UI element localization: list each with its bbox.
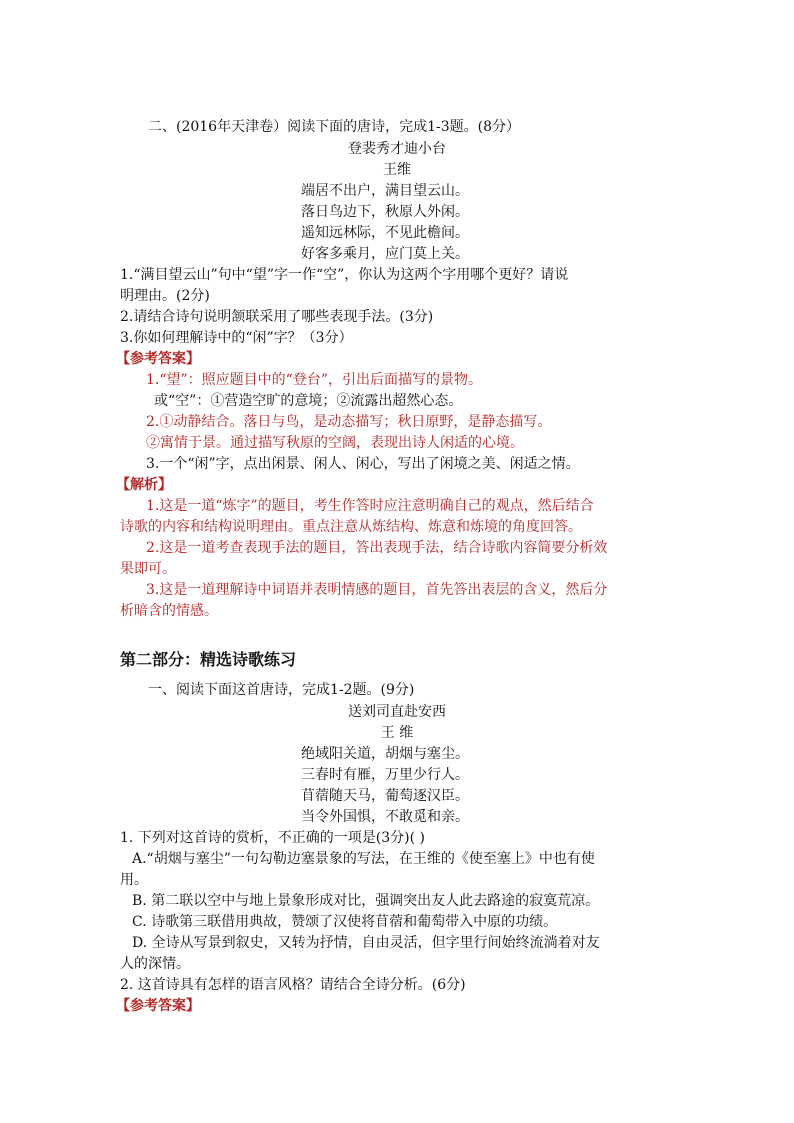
poem-line: 好客多乘月，应门莫上关。: [301, 246, 469, 262]
poem-author: 王 维: [380, 725, 414, 741]
poem-title: 登裴秀才迪小台: [348, 141, 446, 157]
poem-line: 端居不出户，满目望云山。: [301, 183, 469, 199]
question-2: 2.请结合诗句说明颔联采用了哪些表现手法。(3分): [120, 309, 434, 325]
analysis-heading: 【解析】: [116, 477, 172, 493]
analysis-line: 1.这是一道“炼字”的题目，考生作答时应注意明确自己的观点，然后结合: [146, 498, 594, 514]
option-d: D. 全诗从写景到叙史，又转为抒情，自由灵活，但字里行间始终流淌着对友: [132, 935, 600, 951]
option-b: B. 第二联以空中与地上景象形成对比，强调突出友人此去路途的寂寞荒凉。: [132, 893, 600, 909]
answer-line: 2.①动静结合。落日与鸟，是动态描写；秋日原野，是静态描写。: [146, 414, 552, 430]
answer-line: ②寓情于景。通过描写秋原的空阔，表现出诗人闲适的心境。: [146, 435, 524, 451]
poem-line: 绝域阳关道，胡烟与塞尘。: [301, 746, 469, 762]
poem-line: 落日鸟边下，秋原人外闲。: [301, 204, 469, 220]
poem-line: 遥知远林际，不见此檐间。: [301, 225, 469, 241]
question-3: 3.你如何理解诗中的“闲”字？（3分）: [120, 330, 353, 346]
answer-line: 1.“望”：照应题目中的“登台”，引出后面描写的景物。: [146, 372, 482, 388]
question-1: 1. 下列对这首诗的赏析，不正确的一项是(3分)( ): [120, 830, 426, 846]
part-title: 第二部分：精选诗歌练习: [120, 650, 297, 669]
poem-line: 三春时有雁，万里少行人。: [301, 767, 469, 783]
option-a: A.“胡烟与塞尘”一句勾勒边塞景象的写法，在王维的《使至塞上》中也有使: [132, 851, 595, 867]
poem-author: 王维: [383, 162, 411, 178]
poem-line: 苜蓿随天马，葡萄逐汉臣。: [301, 788, 469, 804]
poem-line: 当令外国惧，不敢觅和亲。: [301, 809, 469, 825]
answer-line: 3.一个“闲”字，点出闲景、闲人、闲心，写出了闲境之美、闲适之情。: [146, 456, 580, 472]
question-2: 2. 这首诗具有怎样的语言风格？请结合全诗分析。(6分): [120, 977, 466, 993]
question-intro: 二、(2016年天津卷）阅读下面的唐诗，完成1-3题。(8分）: [148, 119, 521, 135]
answer-heading: 【参考答案】: [116, 351, 200, 367]
answer-heading: 【参考答案】: [116, 998, 200, 1014]
option-c: C. 诗歌第三联借用典故，赞颂了汉使将苜蓿和葡萄带入中原的功绩。: [132, 914, 558, 930]
analysis-line: 果即可。: [120, 561, 176, 577]
question-1-cont: 明理由。(2分): [120, 288, 210, 304]
question-intro: 一、阅读下面这首唐诗，完成1-2题。(9分): [148, 682, 415, 698]
question-1: 1.“满目望云山”句中“望”字一作“空”，你认为这两个字用哪个更好？请说: [120, 267, 569, 283]
analysis-line: 诗歌的内容和结构说明理由。重点注意从炼结构、炼意和炼境的角度回答。: [120, 519, 582, 535]
analysis-line: 析暗含的情感。: [120, 603, 218, 619]
poem-title: 送刘司直赴安西: [348, 704, 446, 720]
answer-line: 或“空”：①营造空旷的意境；②流露出超然心态。: [154, 393, 463, 409]
analysis-line: 2.这是一道考查表现手法的题目，答出表现手法，结合诗歌内容简要分析效: [146, 540, 608, 556]
option-d-cont: 人的深情。: [120, 956, 190, 972]
option-a-cont: 用。: [120, 872, 148, 888]
analysis-line: 3.这是一道理解诗中词语并表明情感的题目，首先答出表层的含义，然后分: [146, 582, 608, 598]
